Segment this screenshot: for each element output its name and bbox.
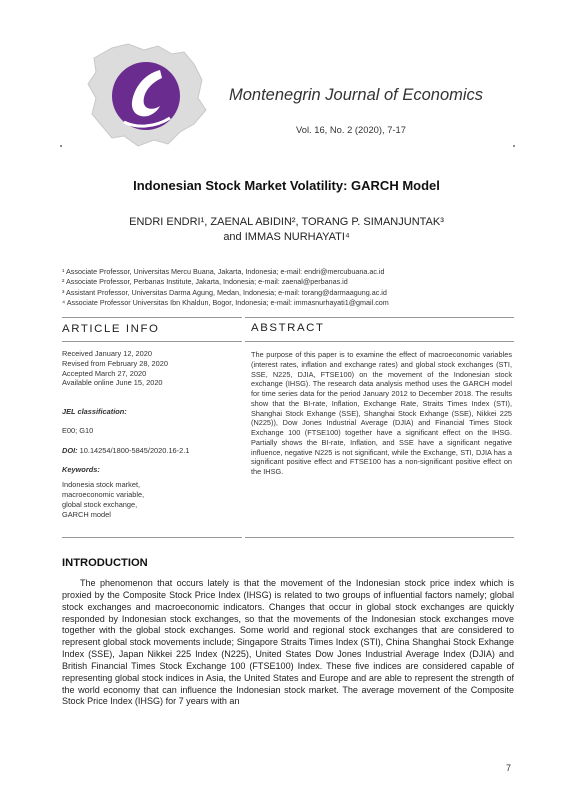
jel-value: E00; G10 (62, 425, 94, 435)
journal-logo (84, 40, 212, 148)
author-list (0, 215, 573, 245)
affiliation-item: ¹ Associate Professor, Universitas Mercu Buana, Jakarta, Indonesia; e-mail: endri@mercubuana.ac.id (62, 267, 385, 276)
keyword-item: GARCH model (62, 509, 111, 519)
keyword-item: Indonesia stock market, (62, 480, 141, 490)
journal-name: Montenegrin Journal of Economics (229, 86, 484, 104)
online-date: Available online June 15, 2020 (62, 378, 163, 388)
revised-date: Revised from February 28, 2020 (62, 358, 168, 368)
divider (245, 537, 514, 538)
divider (62, 537, 242, 538)
divider (62, 317, 242, 318)
doi-value[interactable]: 10.14254/1800-5845/2020.16-2.1 (79, 445, 190, 455)
affiliation-item: ³ Assistant Professor, Universitas Darma Agung, Medan, Indonesia; e-mail: torang@darmaagung.ac.id (62, 287, 387, 297)
decorative-dot (60, 145, 62, 147)
keywords-label: Keywords: (62, 464, 100, 474)
keyword-item: global stock exchange, (62, 499, 138, 509)
introduction-text: The phenomenon that occurs lately is that the movement of the Indonesian stock price index which is proxied by the Composite Stock Price Index (IHSG) is related to two groups of influential factors namely; global stock exchanges and macroeconomic indicators. Changes that occur in global stock exchanges are quickly responded by Indonesian stock exchanges, so that the movements of the Indonesian stock exchanges move together with the global stock exchanges. Some world and regional stock exchanges that are considered to represent global stock movements include; Singapore Straits Times Index (STI), China Shanghai Stock Exhange Index (SSE), Japan Nikkei 225 Index (N225), United States Dow Jones Industrial Average Index (DJIA) and British Financial Times Stock Exchange 100 (FTSE100) Index. These five indices are considered capable of representing global stock indices in Asia, the United States and Europe and are able to represent the strength of the world economy that can influence the Indonesian stock market. The average movement of the Composite Stock Price Index (IHSG) for 7 years with an (62, 578, 514, 707)
keyword-item: macroeconomic variable, (62, 490, 145, 500)
divider (245, 341, 514, 342)
abstract-heading: ABSTRACT (251, 322, 325, 334)
divider (62, 341, 242, 342)
accepted-date: Accepted March 27, 2020 (62, 368, 147, 378)
jel-label: JEL classification: (62, 407, 127, 417)
received-date: Received January 12, 2020 (62, 349, 152, 358)
decorative-dot (513, 145, 515, 147)
abstract-text: The purpose of this paper is to examine the effect of macroeconomic variables (interest rates, inflation and exchange rates) and global stock exchanges (STI, SSE, N225, DJIA, FTSE100) on the movement of the Indonesian stock exchange (IHSG). The research data analysis method uses the GARCH model for time series data for the period January 2012 to December 2018. The results show that the BI-rate, Inflation, Exchange Rate, Straits Times Index (STI), Shanghai Stock Exhange (SSE), Shanghai Stock Exhange (SSE), Nikkei 225 (N225)), Dow Jones Industrial Average (DJIA) and Financial Times Stock Exchange 100 (FTSE100) together have a significant effect on the IHSG. Partially shows the BI-rate, Inflation, and SSE have a significant negative influence, negative N225 is not significant, while the Exchange, STI, DJIA has a significant positive effect and FTSE100 has a non-significant positive effect on the IHSG. (251, 350, 512, 476)
article-info (62, 349, 242, 520)
affiliation-item: ² Associate Professor, Perbanas Institute, Jakarta, Indonesia; e-mail: zaenal@perbanas.id (62, 277, 348, 287)
article-info-heading: ARTICLE INFO (62, 323, 160, 335)
affiliation-item: ⁴ Associate Professor Universitas Ibn Khaldun, Bogor, Indonesia; e-mail: immasnurhayati1@gmail.com (62, 298, 389, 308)
divider (245, 317, 514, 318)
page-number: 7 (506, 763, 512, 773)
author-line-1: ENDRI ENDRI¹, ZAENAL ABIDIN², TORANG P. SIMANJUNTAK³ (129, 216, 444, 228)
affiliations (62, 267, 389, 309)
introduction-heading: INTRODUCTION (62, 557, 148, 569)
doi-line (62, 446, 242, 456)
doi-label: DOI: (62, 445, 78, 455)
author-line-2: and IMMAS NURHAYATI⁴ (223, 231, 350, 243)
paper-title: Indonesian Stock Market Volatility: GARCH Model (133, 178, 440, 193)
volume-info: Vol. 16, No. 2 (2020), 7-17 (296, 124, 406, 135)
